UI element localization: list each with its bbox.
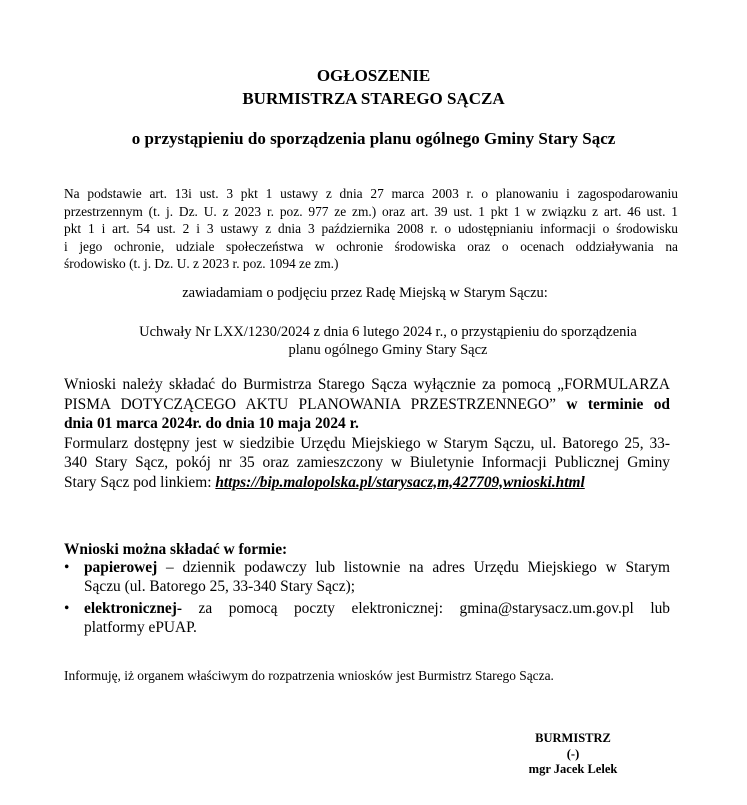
announcement-authority: BURMISTRZA STAREGO SĄCZA xyxy=(242,89,505,108)
submission-line xyxy=(64,473,670,493)
notification-statement: zawiadamiam o podjęciu przez Radę Miejską w Starym Sączu: xyxy=(182,285,548,301)
announcement-subtitle: o przystąpieniu do sporządzenia planu ogólnego Gminy Stary Sącz xyxy=(131,129,616,148)
form-term: elektronicznej- xyxy=(84,600,183,617)
submission-paragraph xyxy=(64,375,670,492)
bullet-icon: • xyxy=(64,600,70,617)
submission-line: Wnioski należy składać do Burmistrza Starego Sącza wyłącznie za pomocą „FORMULARZA xyxy=(64,376,670,393)
list-item xyxy=(64,599,670,637)
submission-line xyxy=(64,414,670,434)
form-description: – dziennik podawczy lub listownie na adres Urzędu Miejskiego w Starym xyxy=(166,559,670,576)
deadline-dates: dnia 01 marca 2024r. do dnia 10 maja 2024 r. xyxy=(64,415,359,432)
legal-basis-line: pkt 1 i art. 54 ust. 2 i 3 ustawy z dnia 3 października 2008 r. o udostępnianiu informacji o środowisku xyxy=(64,221,678,236)
form-term: papierowej xyxy=(84,559,158,576)
submission-line xyxy=(64,395,670,415)
announcement-title: OGŁOSZENIE xyxy=(316,66,431,85)
forms-heading: Wnioski można składać w formie: xyxy=(64,541,288,558)
submission-forms-list xyxy=(64,558,670,640)
signature-block xyxy=(500,731,646,778)
submission-line: Formularz dostępny jest w siedzibie Urzędu Miejskiego w Starym Sączu, ul. Batorego 25, 33- xyxy=(64,434,670,452)
resolution-reference xyxy=(108,323,668,359)
signature-role: BURMISTRZ xyxy=(535,731,611,745)
bip-form-link[interactable]: https://bip.malopolska.pl/starysacz,m,427709,wnioski.html xyxy=(215,473,585,491)
legal-basis-line: środowisko (t. j. Dz. U. z 2023 r. poz. 1094 ze zm.) xyxy=(64,256,339,271)
competent-authority-statement: Informuję, iż organem właściwym do rozpatrzenia wniosków jest Burmistrz Starego Sącza. xyxy=(64,668,554,683)
list-item-line: platformy ePUAP. xyxy=(84,619,197,636)
list-item-line: Sączu (ul. Batorego 25, 33-340 Stary Sącz); xyxy=(84,578,355,595)
list-item-line xyxy=(84,558,670,577)
legal-basis-line: i jego ochronie, udziale społeczeństwa w ochronie środowiska oraz o ocenach oddziaływania na xyxy=(64,238,678,254)
bullet-icon: • xyxy=(64,559,70,576)
submission-line: 340 Stary Sącz, pokój nr 35 oraz zamieszczony w Biuletynie Informacji Publicznej Gminy xyxy=(64,454,670,471)
resolution-line: planu ogólnego Gminy Stary Sącz xyxy=(288,342,488,358)
legal-basis-paragraph xyxy=(64,185,678,273)
list-item xyxy=(64,558,670,596)
signature-name: mgr Jacek Lelek xyxy=(528,762,618,776)
form-description: za pomocą poczty elektronicznej: gmina@starysacz.um.gov.pl lub xyxy=(198,600,670,617)
form-name-text: PISMA DOTYCZĄCEGO AKTU PLANOWANIA PRZESTRZENNEGO” xyxy=(64,395,557,413)
deadline-text: w terminie od xyxy=(566,395,670,413)
link-prefix: Stary Sącz pod linkiem: xyxy=(64,473,212,491)
legal-basis-line: Na podstawie art. 13i ust. 3 pkt 1 ustawy z dnia 27 marca 2003 r. o planowaniu i zagospodarowaniu xyxy=(64,186,678,201)
list-item-line xyxy=(84,599,670,618)
resolution-line: Uchwały Nr LXX/1230/2024 z dnia 6 lutego 2024 r., o przystąpieniu do sporządzenia xyxy=(139,324,637,340)
legal-basis-line: przestrzennym (t. j. Dz. U. z 2023 r. poz. 977 ze zm.) oraz art. 39 ust. 1 pkt 1 w związku z art. 46 ust. 1 xyxy=(64,203,678,219)
signature-mark: (-) xyxy=(566,746,580,761)
